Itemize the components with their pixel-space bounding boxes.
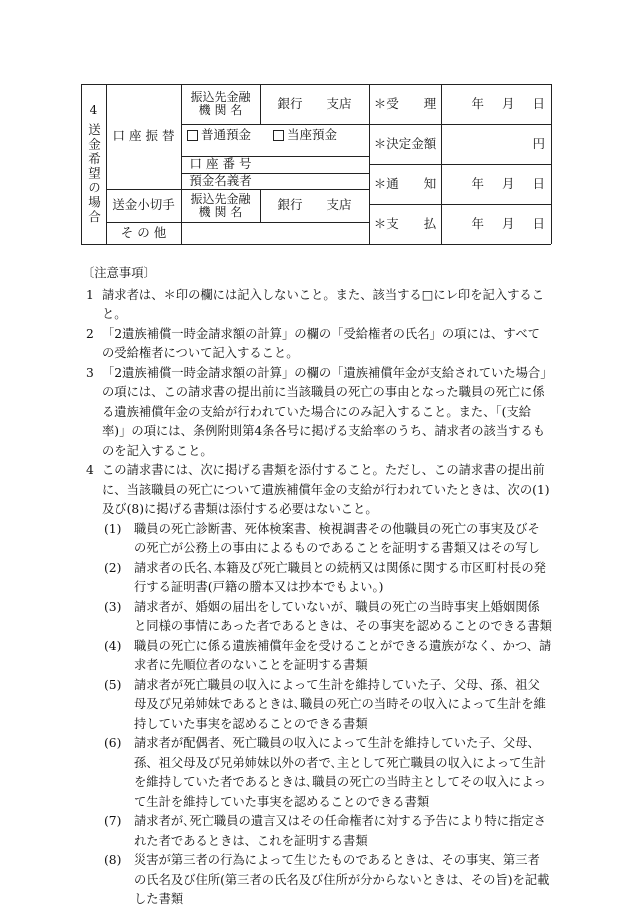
notice-label: ＊通 知 bbox=[373, 175, 437, 191]
notice-date-field[interactable]: 年 月 日 bbox=[471, 175, 545, 191]
note-subitem: (1) 職員の死亡診断書、死体検案書、検視調書その他職員の死亡の事実及びその死亡が公務上の事由によるものであることを証明する書類又はその写し bbox=[104, 521, 540, 555]
note-subitem: (8) 災害が第三者の行為によって生じたものであるときは、その事実、第三者の氏名及び住所(第三者の氏名及び住所が分からないときは、その旨)を記載した書類 bbox=[104, 853, 550, 906]
note-subitem: (4) 職員の死亡に係る遺族補償年金を受けることができる遺族がなく、かつ、請求者に先順位者のないことを証明する書類 bbox=[104, 638, 552, 672]
section-title-vertical: 送金希望の場合 bbox=[86, 123, 102, 225]
ordinary-deposit-checkbox[interactable] bbox=[187, 130, 198, 141]
bank-name-label-2: 振込先金融 機 関 名 bbox=[190, 191, 251, 219]
bank-branch-field-1[interactable]: 銀行 支店 bbox=[277, 95, 352, 111]
decided-amount-field[interactable]: 円 bbox=[532, 135, 545, 151]
receipt-date-field[interactable]: 年 月 日 bbox=[471, 95, 545, 111]
note-subitem: (5) 請求者が死亡職員の収入によって生計を維持していた子、父母、孫、祖父母及び兄弟姉妹であるときは､職員の死亡の当時その収入によって生計を維持していた事実を認めることのできる書類 bbox=[104, 677, 546, 731]
remittance-check-label: 送金小切手 bbox=[112, 197, 175, 213]
ordinary-deposit-label: 普通預金 bbox=[201, 126, 252, 142]
note-subitem: (3) 請求者が、婚姻の届出をしていないが、職員の死亡の当時事実上婚姻関係と同様の事情にあった者であるときは、その事実を認めることのできる書類 bbox=[104, 599, 552, 633]
section-number: 4 bbox=[89, 103, 98, 118]
receipt-label: ＊受 理 bbox=[373, 95, 437, 111]
decided-amount-label: ＊決定金額 bbox=[373, 135, 437, 151]
note-subitem: (7) 請求者が､死亡職員の遺言又はその任命権者に対する予告により特に指定された者であるときは、これを証明する書類 bbox=[104, 814, 546, 848]
bank-branch-field-2[interactable]: 銀行 支店 bbox=[277, 197, 352, 213]
section-4-title bbox=[81, 84, 106, 244]
note-subitem: (6) 請求者が配偶者、死亡職員の収入によって生計を維持していた子、父母、孫、祖父母及び兄弟姉妹以外の者で､主として死亡職員の収入によって生計を維持していた者であるときは､職員の死亡の当時主としてその収入によって生計を維持していた事実を認めることのできる書類 bbox=[104, 736, 546, 809]
remittance-form-table bbox=[81, 84, 551, 244]
account-transfer-label: 口 座 振 替 bbox=[112, 128, 175, 144]
payment-date-field[interactable]: 年 月 日 bbox=[471, 215, 545, 231]
account-holder-label: 預金名義者 bbox=[189, 172, 252, 188]
note-item: 1 請求者は、＊印の欄には記入しないこと。また、該当する□にレ印を記入すること。 bbox=[86, 287, 545, 321]
other-field[interactable] bbox=[181, 222, 369, 244]
other-label: そ の 他 bbox=[120, 224, 167, 240]
notes-heading: 〔注意事項〕 bbox=[82, 266, 156, 280]
bank-name-label-1: 振込先金融 機 関 名 bbox=[190, 90, 251, 117]
note-item: 2 「2遺族補償一時金請求額の計算」の欄の「受給権者の氏名」の項には、すべての受給権者について記入すること。 bbox=[86, 326, 540, 360]
payment-label: ＊支 払 bbox=[373, 215, 437, 231]
note-item: 4 この請求書には、次に掲げる書類を添付すること。ただし、この請求書の提出前に、当該職員の死亡について遺族補償年金の支給が行われていたときは、次の(1)及び(8)に掲げる書類は添付する必要はないこと。 bbox=[86, 463, 550, 516]
current-deposit-label: 当座預金 bbox=[287, 126, 338, 142]
note-subitem: (2) 請求者の氏名､本籍及び死亡職員との続柄又は関係に関する市区町村長の発行する証明書(戸籍の謄本又は抄本でもよい。) bbox=[104, 560, 546, 594]
account-number-label: 口 座 番 号 bbox=[189, 156, 252, 172]
current-deposit-checkbox[interactable] bbox=[273, 130, 284, 141]
deposit-type-row bbox=[181, 124, 375, 146]
account-holder-field[interactable] bbox=[260, 173, 369, 189]
note-item: 3 「2遺族補償一時金請求額の計算」の欄の「遺族補償年金が支給されていた場合」の項には、この請求書の提出前に当該職員の死亡の事由となった職員の死亡に係る遺族補償年金の支給が行われていた場合にのみ記入すること。また、「(支給率)」の項には、条例附則第4条各号に掲げる支給率のうち、請求者の該当するものを記入すること。 bbox=[86, 365, 547, 458]
notes-section bbox=[82, 264, 552, 910]
account-number-field[interactable] bbox=[260, 156, 369, 173]
